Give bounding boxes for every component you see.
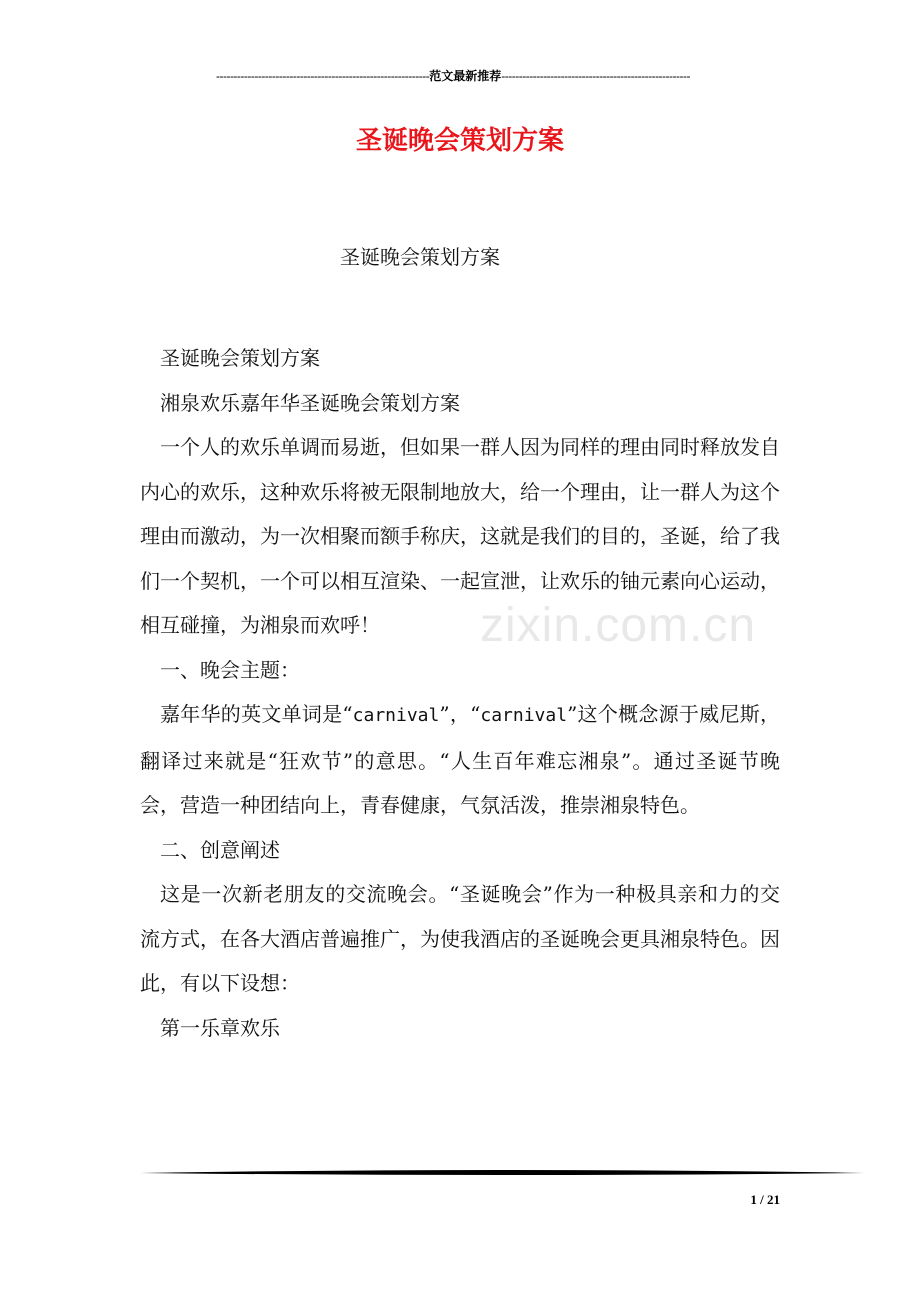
header-label: 范文最新推荐 xyxy=(429,69,502,83)
footer-divider xyxy=(140,1168,864,1178)
header-dashes-right: ------------------------------------------------------ xyxy=(501,69,691,83)
page-number: 1 / 21 xyxy=(750,1192,780,1207)
paragraph: 圣诞晚会策划方案 xyxy=(160,346,320,370)
document-title: 圣诞晚会策划方案 xyxy=(355,126,564,156)
paragraph: 这是一次新老朋友的交流晚会。“圣诞晚会”作为一种极具亲和力的交流方式，在各大酒店普遍推广，为使我酒店的圣诞晚会更具湘泉特色。因此，有以下设想： xyxy=(140,882,780,995)
document-subtitle: 圣诞晚会策划方案 xyxy=(340,245,500,269)
text-run: ”，“ xyxy=(439,702,481,726)
header-dashes-left: ------------------------------------------------------------- xyxy=(215,69,430,83)
watermark: zixin.com.cn xyxy=(480,599,757,652)
paragraph xyxy=(140,692,780,828)
section-heading-theme: 一、晚会主题： xyxy=(160,657,300,682)
text-run: ”这个概念源于威尼斯，翻译过来就是“狂欢节”的意思。“人生百年难忘湘泉”。通过圣诞节晚会，营造一种团结向上，青春健康，气氛活泼，推崇湘泉特色。 xyxy=(140,702,780,817)
paragraph: 湘泉欢乐嘉年华圣诞晚会策划方案 xyxy=(160,390,460,415)
paragraph: 一个人的欢乐单调而易逝，但如果一群人因为同样的理由同时释放发自内心的欢乐，这种欢乐将被无限制地放大，给一个理由，让一群人为这个理由而激动，为一次相聚而额手称庆，这就是我们的目的，圣诞，给了我们一个契机，一个可以相互渲染、一起宣泄，让欢乐的铀元素向心运动，相互碰撞，为湘泉而欢呼！ xyxy=(140,435,780,637)
text-run: 嘉年华的英文单词是“ xyxy=(160,702,353,726)
english-word: carnival xyxy=(352,705,440,726)
document-body xyxy=(140,336,780,1050)
page-header xyxy=(138,68,768,84)
section-heading-movement: 第一乐章欢乐 xyxy=(160,1015,280,1040)
section-heading-idea: 二、创意阐述 xyxy=(160,837,280,862)
english-word: carnival xyxy=(480,705,568,726)
